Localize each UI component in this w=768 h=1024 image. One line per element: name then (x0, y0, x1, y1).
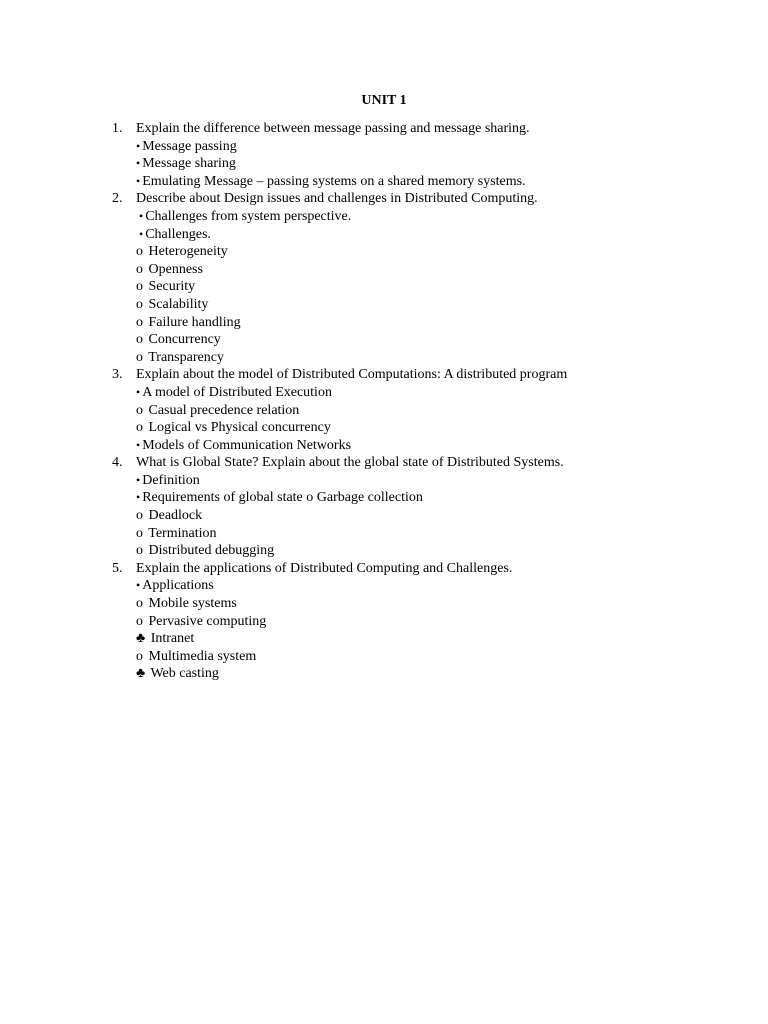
list-item-text: Applications (142, 578, 214, 594)
list-item (112, 419, 712, 437)
club-marker-icon: ♣ (136, 631, 146, 647)
list-item-text: Casual precedence relation (148, 402, 300, 418)
bullet-marker: • (136, 472, 141, 487)
list-item (112, 577, 712, 595)
list-item-text: Logical vs Physical concurrency (148, 420, 331, 436)
list-item (112, 296, 712, 314)
question-number: 3. (112, 367, 123, 383)
list-item (112, 261, 712, 279)
question-number: 5. (112, 560, 123, 576)
list-item-text: Challenges from system perspective. (145, 208, 352, 224)
list-item-text: Web casting (150, 666, 219, 682)
circle-marker: o (136, 244, 143, 260)
circle-marker: o (136, 349, 143, 365)
list-item-text: Deadlock (148, 508, 203, 524)
circle-marker: o (136, 420, 143, 436)
list-item-text: Distributed debugging (148, 543, 275, 559)
list-item (112, 208, 712, 226)
circle-marker: o (136, 261, 143, 277)
question-text: Explain the applications of Distributed Computing and Challenges. (136, 560, 513, 576)
list-item (112, 437, 712, 455)
list-item (112, 155, 712, 173)
list-item (112, 384, 712, 402)
question-text: What is Global State? Explain about the global state of Distributed Systems. (136, 455, 564, 471)
circle-marker: o (136, 296, 143, 312)
circle-marker: o (136, 525, 143, 541)
question-5 (112, 560, 712, 578)
list-item-text: Scalability (148, 296, 209, 312)
list-item-text: Challenges. (145, 226, 211, 242)
question-4 (112, 454, 712, 472)
question-2 (112, 190, 712, 208)
list-item-text: Security (148, 279, 196, 295)
list-item-text: Termination (148, 525, 217, 541)
list-item-text: Emulating Message – passing systems on a shared memory systems. (142, 173, 526, 189)
question-text: Describe about Design issues and challenges in Distributed Computing. (136, 191, 538, 207)
list-item-text: Intranet (150, 631, 195, 647)
circle-marker: o (136, 613, 143, 629)
list-item-text: Concurrency (148, 332, 221, 348)
list-item (112, 542, 712, 560)
list-item (112, 402, 712, 420)
list-item (112, 314, 712, 332)
list-item-text: Models of Communication Networks (142, 437, 352, 453)
list-item-text: A model of Distributed Execution (142, 384, 332, 400)
circle-marker: o (136, 314, 143, 330)
list-item-text: Message passing (142, 138, 237, 154)
list-item (112, 331, 712, 349)
bullet-marker: • (136, 490, 141, 505)
list-item (112, 472, 712, 490)
list-item (112, 595, 712, 613)
list-item (112, 665, 712, 683)
bullet-marker: • (136, 173, 141, 188)
list-item (112, 138, 712, 156)
list-item-text: Pervasive computing (148, 613, 267, 629)
bullet-marker: • (136, 437, 141, 452)
bullet-marker: • (136, 384, 141, 399)
list-item (112, 243, 712, 261)
circle-marker: o (136, 402, 143, 418)
list-item-text: Definition (142, 472, 200, 488)
list-item-text: Failure handling (148, 314, 241, 330)
list-item (112, 278, 712, 296)
question-list (112, 120, 712, 683)
question-text: Explain the difference between message passing and message sharing. (136, 121, 530, 136)
list-item-text: Openness (148, 261, 203, 277)
list-item (112, 648, 712, 666)
question-number: 4. (112, 455, 123, 471)
bullet-marker: • (136, 156, 141, 171)
list-item (112, 507, 712, 525)
circle-marker: o (136, 648, 143, 664)
question-number: 1. (112, 121, 123, 136)
bullet-marker: • (136, 578, 141, 593)
question-3 (112, 366, 712, 384)
list-item-text: Transparency (148, 349, 224, 365)
list-item (112, 630, 712, 648)
circle-marker: o (136, 332, 143, 348)
question-1 (112, 120, 712, 138)
question-number: 2. (112, 191, 123, 207)
club-marker-icon: ♣ (136, 666, 146, 682)
list-item (112, 226, 712, 244)
list-item (112, 489, 712, 507)
list-item (112, 349, 712, 367)
list-item-text: Mobile systems (148, 596, 237, 612)
list-item (112, 525, 712, 543)
circle-marker: o (136, 543, 143, 559)
question-text: Explain about the model of Distributed Computations: A distributed program (136, 367, 568, 383)
list-item-text: Heterogeneity (148, 244, 228, 260)
list-item-text: Requirements of global state o Garbage collection (142, 490, 423, 506)
list-item-text: Multimedia system (148, 648, 257, 664)
circle-marker: o (136, 508, 143, 524)
list-item (112, 173, 712, 191)
list-item (112, 613, 712, 631)
circle-marker: o (136, 279, 143, 295)
bullet-marker: • (139, 208, 144, 223)
circle-marker: o (136, 596, 143, 612)
page-title: UNIT 1 (361, 93, 407, 108)
bullet-marker: • (136, 138, 141, 153)
list-item-text: Message sharing (142, 156, 236, 172)
bullet-marker: • (139, 226, 144, 241)
